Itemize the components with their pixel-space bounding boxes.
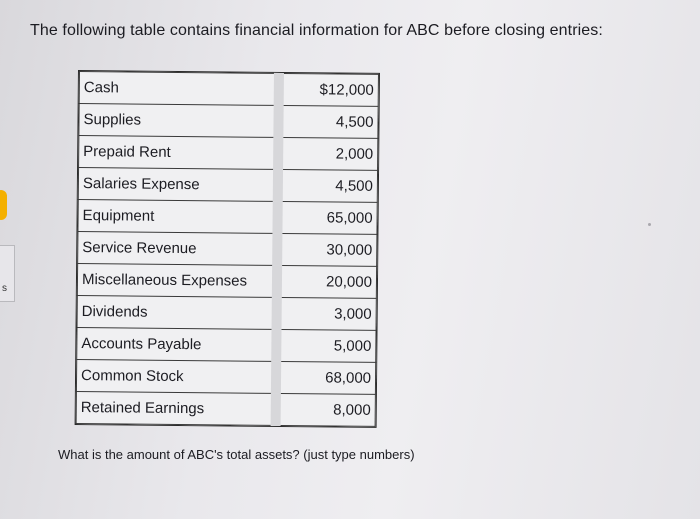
account-amount: 5,000 — [276, 329, 376, 362]
status-dot — [0, 190, 7, 220]
account-name: Salaries Expense — [78, 168, 278, 202]
account-amount: 65,000 — [277, 201, 377, 234]
account-amount: 20,000 — [277, 265, 377, 298]
account-amount: 4,500 — [278, 105, 378, 138]
table-row — [78, 232, 377, 267]
side-marker: s — [2, 283, 7, 294]
account-amount: 30,000 — [277, 233, 377, 266]
table-row — [77, 296, 376, 331]
account-name: Equipment — [78, 200, 278, 234]
account-name: Cash — [79, 72, 279, 106]
table-row — [76, 391, 375, 426]
account-name: Common Stock — [76, 360, 276, 394]
account-name: Prepaid Rent — [79, 136, 279, 170]
table-row — [79, 104, 378, 139]
table-row — [77, 328, 376, 363]
account-amount: 68,000 — [276, 361, 376, 394]
account-name: Dividends — [77, 296, 277, 330]
table-row — [79, 72, 378, 107]
table-row — [78, 168, 377, 203]
question-prompt: What is the amount of ABC's total assets? (just type numbers) — [58, 447, 415, 462]
account-amount: 4,500 — [278, 169, 378, 202]
table-row — [78, 200, 377, 235]
account-amount: 2,000 — [278, 137, 378, 170]
account-name: Accounts Payable — [77, 328, 277, 362]
account-amount: 8,000 — [276, 393, 376, 426]
question-heading: The following table contains financial information for ABC before closing entries: — [30, 22, 603, 39]
table-row — [77, 264, 376, 299]
table-row — [79, 136, 378, 171]
screen-speck — [648, 223, 651, 226]
financial-table — [75, 70, 380, 428]
account-name: Retained Earnings — [76, 391, 276, 425]
account-name: Miscellaneous Expenses — [77, 264, 277, 298]
account-name: Service Revenue — [78, 232, 278, 266]
account-amount: $12,000 — [279, 73, 379, 106]
table-row — [76, 360, 375, 395]
account-amount: 3,000 — [277, 297, 377, 330]
account-name: Supplies — [79, 104, 279, 138]
